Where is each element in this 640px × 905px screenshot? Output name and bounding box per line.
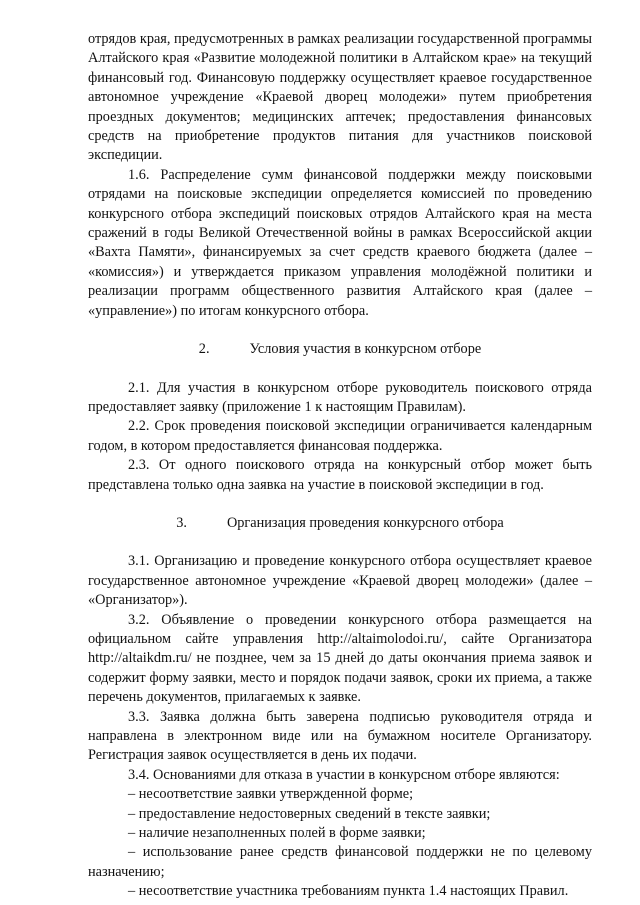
paragraph-continuation: отрядов края, предусмотренных в рамках реализации государственной программы Алтайского края «Развитие молодежной политики в Алтайском крае» на текущий финансовый год. Финансовую поддержку осуществляет краевое государственное автономное учреждение «Краевой дворец молодежи» путем приобретения проездных документов; медицинских аптечек; предоставления финансовых средств на приобретение продуктов питания для участников поисковой экспедиции.: [88, 31, 592, 164]
list-item: – несоответствие заявки утвержденной форме;: [128, 786, 414, 803]
list-item: – использование ранее средств финансовой поддержки не по целевому назначению;: [88, 844, 592, 880]
paragraph-3-1: 3.1. Организацию и проведение конкурсного отбора осуществляет краевое государственное автономное учреждение «Краевой дворец молодежи» (далее – «Организатор»).: [88, 553, 592, 609]
document-page: [88, 30, 592, 902]
list-item: – несоответствие участника требованиям пункта 1.4 настоящих Правил.: [128, 883, 569, 900]
section-3-number: 3.: [176, 514, 187, 531]
section-2-title: Условия участия в конкурсном отборе: [249, 341, 482, 358]
paragraph-2-2: 2.2. Срок проведения поисковой экспедиции ограничивается календарным годом, в котором предоставляется финансовая поддержка.: [88, 418, 592, 454]
paragraph-3-2: 3.2. Объявление о проведении конкурсного отбора размещается на официальном сайте управления http://altaimolodoi.ru/, сайте Организатора http://altaikdm.ru/ не позднее, чем за 15 дней до даты окончания приема заявок и содержит форму заявки, место и порядок подачи заявок, сроки их приема, а также перечень документов, прилагаемых к заявке.: [88, 611, 592, 706]
section-3-title: Организация проведения конкурсного отбора: [226, 514, 504, 531]
paragraph-3-3: 3.3. Заявка должна быть заверена подписью руководителя отряда и направлена в электронном виде или на бумажном носителе Организатору. Регистрация заявок осуществляется в день их подачи.: [88, 708, 592, 764]
section-3-heading: [88, 514, 592, 533]
paragraph-2-3: 2.3. От одного поискового отряда на конкурсный отбор может быть представлена только одна заявка на участие в поисковой экспедиции в год.: [88, 457, 592, 493]
list-item: – наличие незаполненных полей в форме заявки;: [128, 825, 426, 842]
paragraph-3-4: 3.4. Основаниями для отказа в участии в конкурсном отборе являются:: [128, 766, 560, 783]
section-2-heading: [88, 340, 592, 359]
list-item: – предоставление недостоверных сведений в тексте заявки;: [128, 805, 491, 822]
paragraph-2-1: 2.1. Для участия в конкурсном отборе руководитель поискового отряда предоставляет заявку (приложение 1 к настоящим Правилам).: [88, 379, 592, 415]
paragraph-1-6: 1.6. Распределение сумм финансовой поддержки между поисковыми отрядами на поисковые экспедиции определяется комиссией по проведению конкурсного отбора экспедиций поисковых отрядов Алтайского края на места сражений в годы Великой Отечественной войны в рамках Всероссийской акции «Вахта Памяти», финансируемых за счет средств краевого бюджета (далее – «комиссия») и утверждается приказом управления молодёжной политики и реализации программ общественного развития Алтайского края (далее – «управление») по итогам конкурсного отбора.: [88, 166, 592, 319]
section-2-number: 2.: [198, 341, 210, 358]
